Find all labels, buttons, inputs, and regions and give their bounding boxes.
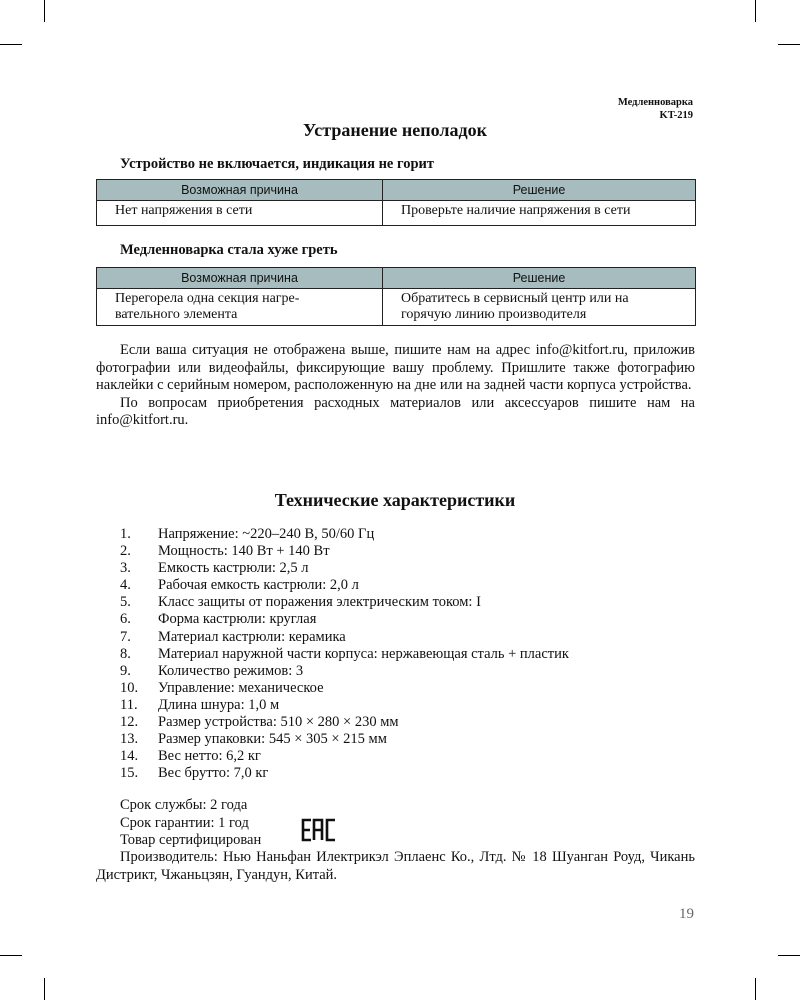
spec-number: 1. [120, 526, 131, 542]
spec-item [120, 697, 569, 714]
spec-list [120, 526, 569, 782]
warranty: Срок гарантии: 1 год [120, 814, 249, 831]
section-heading: Медленноварка стала хуже греть [120, 242, 338, 258]
spec-number: 3. [120, 560, 131, 577]
spec-number: 11. [120, 696, 138, 713]
spec-item [120, 629, 569, 646]
spec-text: Вес брутто: 7,0 кг [158, 765, 269, 782]
cause-cell: Перегорела одна секция нагре- вательного элемента [97, 289, 383, 326]
spec-item [120, 594, 569, 611]
spec-text: Рабочая емкость кастрюли: 2,0 л [158, 577, 359, 594]
accessories-paragraph: По вопросам приобретения расходных материалов или аксессуаров пишите нам на info@kitfort.ru. [96, 394, 695, 428]
crop-mark [778, 955, 800, 956]
spec-text: Напряжение: ~220–240 В, 50/60 Гц [158, 526, 375, 542]
spec-text: Длина шнура: 1,0 м [158, 696, 280, 713]
spec-item [120, 714, 569, 731]
spec-number: 15. [120, 765, 139, 782]
spec-text: Размер упаковки: 545 × 305 × 215 мм [158, 731, 387, 748]
crop-mark [0, 955, 22, 956]
spec-number: 13. [120, 731, 139, 748]
spec-number: 9. [120, 662, 131, 679]
spec-text: Размер устройства: 510 × 280 × 230 мм [158, 714, 399, 731]
service-life: Срок службы: 2 года [120, 797, 248, 813]
spec-text: Мощность: 140 Вт + 140 Вт [158, 543, 330, 560]
spec-text: Емкость кастрюли: 2,5 л [158, 560, 309, 577]
crop-mark [778, 44, 800, 45]
spec-number: 6. [120, 611, 131, 628]
spec-number: 2. [120, 543, 131, 560]
table-row [97, 201, 696, 226]
spec-item [120, 646, 569, 663]
column-header-solution: Решение [383, 268, 696, 289]
header-model: KT-219 [659, 110, 693, 121]
crop-mark [755, 0, 756, 22]
spec-text: Количество режимов: 3 [158, 662, 304, 679]
spec-item [120, 663, 569, 680]
troubleshooting-table-2 [96, 267, 696, 326]
page-number: 19 [679, 906, 694, 922]
manufacturer: Производитель: Нью Наньфан Илектрикэл Эплаенс Ко., Лтд. № 18 Шуанган Роуд, Чикань Дистрикт, Чжаньцзян, Гуандун, Китай. [96, 849, 695, 883]
troubleshooting-title: Устранение неполадок [303, 120, 487, 140]
spec-number: 12. [120, 714, 139, 731]
spec-number: 7. [120, 628, 131, 645]
spec-item [120, 731, 569, 748]
column-header-cause: Возможная причина [97, 268, 383, 289]
specs-title: Технические характеристики [274, 490, 516, 510]
crop-mark [44, 0, 45, 22]
spec-number: 4. [120, 577, 131, 594]
spec-number: 10. [120, 679, 139, 696]
spec-item [120, 611, 569, 628]
spec-text: Материал кастрюли: керамика [158, 628, 346, 645]
spec-number: 5. [120, 594, 131, 611]
cause-cell: Нет напряжения в сети [97, 201, 383, 226]
contact-paragraph: Если ваша ситуация не отображена выше, пишите нам на адрес info@kitfort.ru, приложив фотографии или видеофайлы, фиксирующие вашу проблему. Пришлите также фотографию наклейки с серийным номером, расположенную на дне или на задней части корпуса устройства. [96, 342, 695, 393]
spec-item [120, 526, 569, 543]
spec-text: Вес нетто: 6,2 кг [158, 748, 261, 765]
spec-item [120, 560, 569, 577]
certified: Товар сертифицирован [120, 832, 262, 848]
column-header-solution: Решение [383, 180, 696, 201]
spec-item [120, 748, 569, 765]
solution-cell: Проверьте наличие напряжения в сети [383, 201, 696, 226]
contact-paragraphs [96, 342, 695, 430]
spec-text: Класс защиты от поражения электрическим током: I [158, 594, 481, 611]
spec-number: 8. [120, 645, 131, 662]
crop-mark [44, 978, 45, 1000]
spec-text: Форма кастрюли: круглая [158, 611, 317, 628]
running-header [618, 96, 693, 122]
eac-mark-icon [301, 818, 337, 842]
section-heading: Устройство не включается, индикация не горит [120, 156, 434, 172]
spec-item [120, 765, 569, 782]
spec-text: Управление: механическое [158, 679, 324, 696]
spec-number: 14. [120, 748, 139, 765]
spec-text: Материал наружной части корпуса: нержавеющая сталь + пластик [158, 645, 569, 662]
header-product: Медленноварка [617, 97, 693, 108]
column-header-cause: Возможная причина [97, 180, 383, 201]
troubleshooting-table-1 [96, 179, 696, 226]
crop-mark [0, 44, 22, 45]
table-row [97, 289, 696, 326]
spec-item [120, 680, 569, 697]
spec-item [120, 543, 569, 560]
footer-info [120, 797, 261, 850]
crop-mark [755, 978, 756, 1000]
solution-cell: Обратитесь в сервисный центр или на горячую линию производителя [383, 289, 696, 326]
spec-item [120, 577, 569, 594]
